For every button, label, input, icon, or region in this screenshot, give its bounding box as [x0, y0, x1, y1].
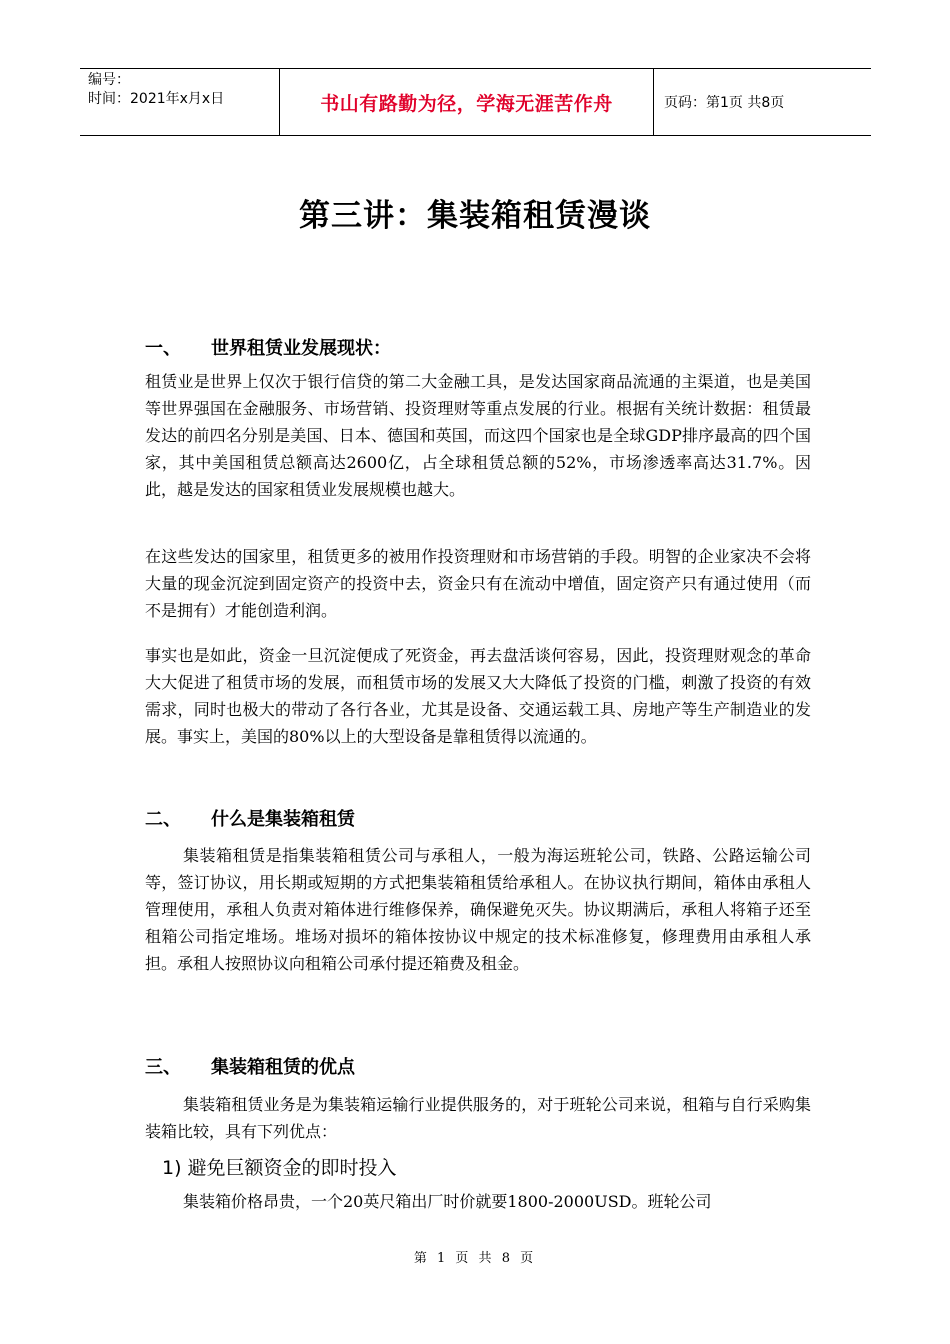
section-heading-1 [145, 334, 391, 360]
paragraph: 事实也是如此，资金一旦沉淀便成了死资金，再去盘活谈何容易，因此，投资理财观念的革命大大促进了租赁市场的发展，而租赁市场的发展又大大降低了投资的门槛，刺激了投资的有效需求，同时也极大的带动了各行各业，尤其是设备、交通运载工具、房地产等生产制造业的发展。事实上，美国的80%以上的大型设备是靠租赁得以流通的。 [145, 646, 811, 746]
header-page-info: 页码：第1页 共8页 [664, 95, 785, 111]
section-number: 三、 [145, 1057, 181, 1078]
paragraph: 集装箱价格昂贵，一个20英尺箱出厂时价就要1800-2000USD。班轮公司 [183, 1192, 712, 1211]
paragraph: 集装箱租赁业务是为集装箱运输行业提供服务的，对于班轮公司来说，租箱与自行采购集装箱比较，具有下列优点： [145, 1095, 811, 1141]
section-title: 集装箱租赁的优点 [211, 1057, 355, 1078]
time-label: 时间：2021年x月x日 [88, 91, 225, 107]
header-motto: 书山有路勤为径，学海无涯苦作舟 [280, 69, 654, 135]
paragraph: 在这些发达的国家里，租赁更多的被用作投资理财和市场营销的手段。明智的企业家决不会将大量的现金沉淀到固定资产的投资中去，资金只有在流动中增值，固定资产只有通过使用（而不是拥有）才能创造利润。 [145, 547, 811, 620]
header-table [80, 68, 871, 136]
section-title: 什么是集装箱租赁 [211, 809, 355, 830]
section-heading-2 [145, 805, 355, 831]
section-heading-3 [145, 1053, 355, 1079]
section-number: 一、 [145, 338, 181, 359]
paragraph: 租赁业是世界上仅次于银行信贷的第二大金融工具，是发达国家商品流通的主渠道，也是美国等世界强国在金融服务、市场营销、投资理财等重点发展的行业。根据有关统计数据：租赁最发达的前四名分别是美国、日本、德国和英国，而这四个国家也是全球GDP排序最高的四个国家，其中美国租赁总额高达2600亿，占全球租赁总额的52%，市场渗透率高达31.7%。因此，越是发达的国家租赁业发展规模也越大。 [145, 372, 811, 499]
paragraph: 集装箱租赁是指集装箱租赁公司与承租人，一般为海运班轮公司，铁路、公路运输公司等，签订协议，用长期或短期的方式把集装箱租赁给承租人。在协议执行期间，箱体由承租人管理使用，承租人负责对箱体进行维修保养，确保避免灭失。协议期满后，承租人将箱子还至租箱公司指定堆场。堆场对损坏的箱体按协议中规定的技术标准修复，修理费用由承租人承担。承租人按照协议向租箱公司承付提还箱费及租金。 [145, 846, 811, 973]
page-title: 第三讲：集装箱租赁漫谈 [299, 198, 651, 234]
header-meta-cell [80, 69, 280, 135]
section-number: 二、 [145, 809, 181, 830]
subheading: 1) 避免巨额资金的即时投入 [162, 1157, 397, 1179]
section-title: 世界租赁业发展现状： [211, 338, 391, 359]
page-footer: 第 1 页 共 8 页 [413, 1251, 537, 1266]
number-label: 编号： [88, 72, 130, 88]
